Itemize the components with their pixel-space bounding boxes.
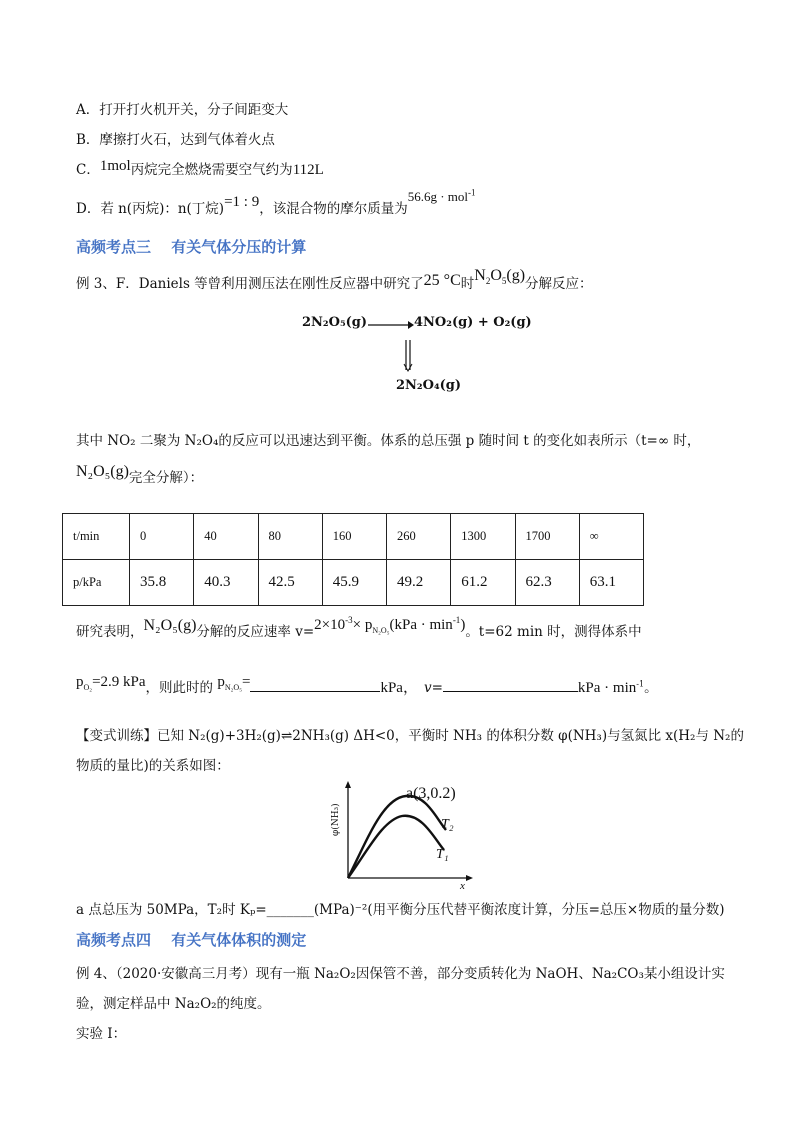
species-g: (g) — [506, 267, 526, 284]
species-sub-5: 5 — [501, 276, 507, 287]
option-c — [76, 158, 324, 179]
table-cell: ∞ — [579, 514, 643, 560]
table-cell: 42.5 — [258, 560, 322, 606]
answer-rate-exp: -1 — [636, 679, 645, 689]
rate-coeff-exp: -3 — [345, 615, 353, 625]
example3-para1: 其中 NO₂ 二聚为 N₂O₄的反应可以迅速达到平衡。体系的总压强 p 随时间 t 的变化如表所示（t=∞ 时， — [76, 433, 701, 449]
answer-kpa-unit: kPa， — [380, 680, 418, 696]
table-cell: 160 — [322, 514, 386, 560]
option-c-text: 丙烷完全燃烧需要空气约为 — [130, 162, 293, 178]
graph-y-arrow-icon — [345, 781, 351, 788]
species-sub-2: 2 — [485, 276, 491, 287]
answer-then: ，则此时的 — [145, 680, 218, 696]
section-heading-3: 高频考点三 有关气体分压的计算 — [76, 238, 307, 256]
rate-p-sub: N₂O₅ — [372, 626, 390, 635]
option-c-prefix: C． — [76, 162, 100, 178]
graph-t2-label: T₂ — [441, 817, 454, 832]
graph-x-label: x — [460, 880, 465, 890]
rate-unit-close: ) — [460, 617, 466, 633]
variant-line2: 物质的量比)的关系如图： — [76, 758, 230, 774]
answer-end: 。 — [644, 680, 658, 696]
example3-at: 时 — [460, 276, 475, 292]
po2-value: =2.9 kPa — [92, 674, 146, 690]
equilibrium-arrows-icon — [402, 340, 416, 372]
pn2o5-eq: = — [241, 674, 251, 690]
example3-intro-text: 例 3、F．Daniels 等曾利用测压法在刚性反应器中研究了 — [76, 276, 424, 292]
option-d-prefix: D．若 n(丙烷)：n(丁烷) — [76, 201, 225, 217]
option-c-volume: 112L — [292, 162, 324, 178]
answer-blank-rate[interactable] — [443, 677, 578, 692]
formula-n2o5: N₂O₅(g) — [76, 463, 129, 480]
table-cell: 35.8 — [130, 560, 194, 606]
table-cell: 1700 — [515, 514, 579, 560]
pn2o5-sub: N₂O₅ — [224, 683, 242, 692]
graph-x-arrow-icon — [466, 875, 473, 881]
example4-line1: 例 4、（2020·安徽高三月考）现有一瓶 Na₂O₂因保管不善，部分变质转化为 NaOH、Na₂CO₃某小组设计实 — [76, 966, 725, 982]
graph-curve-t2 — [348, 796, 446, 878]
answer-rate-unit: kPa · min — [577, 680, 637, 696]
po2-expression — [76, 674, 146, 690]
table-cell: 40 — [194, 514, 258, 560]
pressure-time-table — [62, 513, 644, 606]
answer-line — [76, 676, 658, 698]
reaction-left: 2N₂O₅(g) — [302, 315, 368, 330]
rate-unit: (kPa · min — [389, 617, 453, 633]
option-a: A．打开打火机开关，分子间距变大 — [76, 102, 289, 118]
option-d-value-number: 56.6g · mol — [407, 189, 469, 204]
example3-para2 — [76, 463, 204, 487]
table-cell: t/min — [63, 514, 130, 560]
table-row-pressure — [63, 560, 644, 606]
rate-unit-exp: -1 — [452, 615, 461, 625]
option-d-text: ，该混合物的摩尔质量为 — [259, 201, 408, 217]
table-cell: 40.3 — [194, 560, 258, 606]
variant-line1: 【变式训练】已知 N₂(g)+3H₂(g)⇌2NH₃(g) ΔH<0，平衡时 NH₃ 的体积分数 φ(NH₃)与氢氮比 x(H₂与 N₂的 — [76, 728, 744, 744]
species-n: N — [474, 267, 486, 284]
option-b: B．摩擦打火石，达到气体着火点 — [76, 132, 275, 148]
rate-times-p: × p — [352, 617, 373, 633]
reaction-right: 4NO₂(g) + O₂(g) — [414, 315, 532, 330]
graph-point-label: a(3,0.2) — [406, 785, 456, 802]
reaction-arrow-icon — [366, 318, 414, 332]
po2-p: p — [76, 674, 84, 690]
answer-blank-pressure[interactable] — [250, 677, 380, 692]
table-cell: 49.2 — [387, 560, 451, 606]
table-row-time — [63, 514, 644, 560]
table-cell: 1300 — [451, 514, 515, 560]
table-cell: 80 — [258, 514, 322, 560]
example3-species — [474, 267, 526, 287]
answer-v-label: v= — [423, 680, 443, 696]
table-cell: 45.9 — [322, 560, 386, 606]
section-heading-4: 高频考点四 有关气体体积的测定 — [76, 931, 307, 949]
option-c-mol: 1mol — [99, 158, 131, 174]
table-cell: 0 — [130, 514, 194, 560]
variant-question: a 点总压为 50MPa，T₂时 Kₚ=_______(MPa)⁻²(用平衡分压代替平衡浓度计算，分压=总压×物质的量分数) — [76, 902, 725, 918]
research-line — [76, 615, 642, 642]
example3-temp: 25 °C — [423, 272, 461, 289]
reaction-bottom: 2N₂O₄(g) — [396, 378, 462, 393]
table-cell: 260 — [387, 514, 451, 560]
option-d-value-exp: -1 — [468, 187, 476, 198]
example3-intro — [76, 267, 593, 294]
table-cell: 63.1 — [579, 560, 643, 606]
species-o: O — [490, 267, 502, 284]
example4-line2: 验，测定样品中 Na₂O₂的纯度。 — [76, 996, 271, 1012]
pn2o5-p: p — [217, 674, 225, 690]
table-cell: 61.2 — [451, 560, 515, 606]
pn2o5-expression — [217, 674, 250, 690]
research-tail: 。t=62 min 时，测得体系中 — [465, 624, 642, 640]
table-cell: 62.3 — [515, 560, 579, 606]
nh3-fraction-graph — [318, 778, 498, 890]
example3-para2-tail: 完全分解）： — [128, 470, 204, 486]
rate-expression — [314, 617, 465, 633]
option-d-value — [408, 189, 476, 204]
example4-line3: 实验 I： — [76, 1026, 127, 1042]
graph-y-label: φ(NH₃) — [331, 803, 341, 836]
po2-sub: O₂ — [83, 683, 93, 692]
graph-t1-label: T₁ — [436, 847, 449, 862]
rate-coeff: 2×10 — [314, 617, 346, 633]
research-prefix: 研究表明， — [76, 624, 144, 640]
table-cell: p/kPa — [63, 560, 130, 606]
research-formula: N₂O₅(g) — [143, 617, 197, 634]
example3-tail: 分解反应： — [525, 276, 593, 292]
research-mid: 分解的反应速率 v= — [196, 624, 315, 640]
option-d-ratio: =1 : 9 — [224, 194, 260, 210]
option-d — [76, 187, 476, 218]
